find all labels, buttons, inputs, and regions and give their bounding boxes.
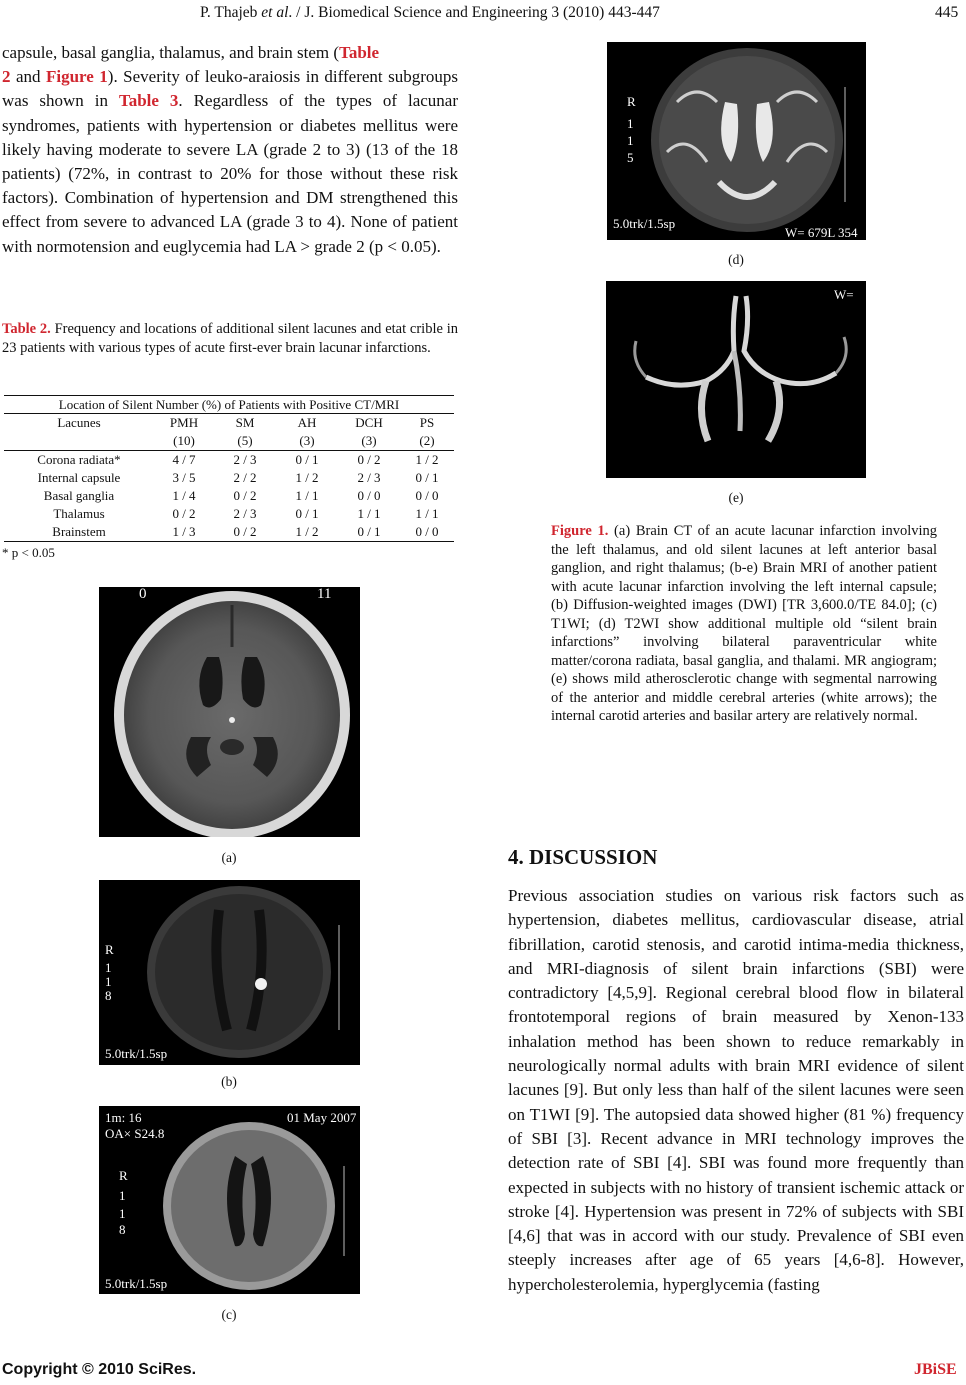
- column-header: SM: [235, 415, 255, 430]
- copyright-notice: Copyright © 2010 SciRes.: [2, 1361, 197, 1378]
- panel-a-label-right: 11: [317, 587, 332, 602]
- table-cell: [4, 432, 154, 451]
- panel-b-side-n3: 8: [105, 988, 112, 1003]
- table2-counts-row: [4, 432, 454, 451]
- table-cell: (10): [173, 433, 195, 448]
- table-cell: 0 / 1: [295, 452, 319, 467]
- panel-d-window-level: W= 679L 354: [785, 225, 858, 240]
- table-cell: (3): [361, 433, 377, 448]
- table-cell: Corona radiata*: [37, 452, 121, 467]
- table-cell: 4 / 7: [172, 452, 196, 467]
- table-row: [4, 523, 454, 542]
- panel-d-side-n1: 1: [627, 116, 634, 131]
- table2-reference[interactable]: Table: [339, 43, 380, 62]
- panel-a-caption: (a): [221, 850, 237, 865]
- running-title: P. Thajeb et al. / J. Biomedical Science and Engineering 3 (2010) 443-447: [200, 4, 660, 21]
- dwi-brain-image: [99, 880, 360, 1065]
- table-cell: 2 / 3: [357, 470, 381, 485]
- panel-b-side-r: R: [105, 942, 114, 957]
- figure1-reference[interactable]: Figure 1: [45, 67, 108, 87]
- section-title-discussion: 4. DISCUSSION: [508, 845, 658, 869]
- panel-a-label-left: 0: [139, 587, 147, 602]
- panel-c-side-n2: 1: [119, 1206, 126, 1221]
- panel-b-side-n2: 1: [105, 974, 112, 989]
- table-cell: 2 / 3: [233, 452, 257, 467]
- table-cell: 0 / 2: [233, 488, 257, 503]
- figure-panel-c-t1wi: [99, 1106, 360, 1294]
- panel-b-caption: (b): [221, 1074, 237, 1089]
- table-cell: (2): [419, 433, 435, 448]
- column-header: AH: [297, 415, 317, 430]
- discussion-paragraph: Previous association studies on various risk factors such as hypertension, diabetes mellitus, cardiovascular disease, atrial fibrillation, carotid stenosis, and carotid intima-media thickness, and MRI-diagnosis of silent brain infarctions (SBI) were contradictory [4,5,9]. Regional cerebral blood flow in bilateral frontotemporal regions of brain measured by Xenon-133 inhalation method has been shown to reduce remarkably in neurologically normal adults with brain MRI evidence of silent lacunes [9]. But only less than half of the silent lacunes were seen on T1WI [9]. The autopsied data showed higher (81 %) frequency of SBI [3]. Recent advance in MRI technology improves the detection rate of SBI [4]. SBI was found more frequently than expected in subjects with no history of transient ischemic attack or stroke [4]. Hypertension was present in 72% of subjects with SBI [4,6] that was in accord with our study. Prevalence of SBI even steeply increases after age of 65 years [4,6-8]. However, hypercholesterolemia, hyperglycemia (fasting: [508, 886, 964, 1294]
- column-header: DCH: [355, 415, 383, 430]
- table-cell: 1 / 2: [295, 470, 319, 485]
- table-cell: 0 / 2: [172, 506, 196, 521]
- column-header: PMH: [169, 415, 199, 430]
- panel-d-side-r: R: [627, 94, 636, 109]
- figure-panel-e-mra: [606, 281, 866, 478]
- mra-vessel-image: [606, 281, 866, 478]
- table-cell: 1 / 1: [415, 506, 439, 521]
- table-row: [4, 487, 454, 505]
- table-cell: Brainstem: [52, 524, 106, 539]
- table2: [4, 395, 454, 542]
- table-cell: Basal ganglia: [43, 488, 115, 503]
- panel-d-bottom-label: 5.0trk/1.5sp: [613, 216, 676, 231]
- figure1-caption: Figure 1. (a) Brain CT of an acute lacunar infarction involving the left thalamus, and old silent lacunes at left anterior basal ganglion, and right thalamus; (b-e) Brain MRI of another patient with acute lacunar infarction involving the left internal capsule; (b) Diffusion-weighted images (DWI) [TR 3,600.0/TE 84.0]; (c) T1WI; (d) T2WI show additional multiple old “silent brain infarctions” involving bilateral paraventricular white matter/corona radiata, basal ganglia, and thalami. MR angiogram; (e) shows mild atherosclerotic change with segmental narrowing of the anterior and middle cerebral arteries (white arrows); the internal carotid arteries and basilar artery are relatively normal.: [551, 523, 938, 724]
- table-cell: 1 / 1: [295, 488, 319, 503]
- figure-panel-b-dwi: [99, 880, 360, 1065]
- table-cell: 0 / 1: [295, 506, 319, 521]
- table-cell: Internal capsule: [37, 470, 121, 485]
- ct-brain-image: [99, 587, 360, 837]
- table-row: [4, 505, 454, 523]
- column-header: PS: [419, 415, 435, 430]
- journal-abbreviation: JBiSE: [914, 1361, 957, 1378]
- table-cell: 0 / 0: [415, 488, 439, 503]
- table2-label: Table 2.: [2, 321, 51, 337]
- panel-c-top-left-2: OA× S24.8: [105, 1126, 165, 1141]
- panel-c-side-r: R: [119, 1168, 128, 1183]
- table-row: [4, 469, 454, 487]
- table-cell: (5): [237, 433, 253, 448]
- table-cell: 1 / 3: [172, 524, 196, 539]
- table-cell: Thalamus: [53, 506, 105, 521]
- panel-d-side-n2: 1: [627, 133, 634, 148]
- table2-caption: Table 2. Frequency and locations of additional silent lacunes and etat crible in 23 patients with various types of acute first-ever brain lacunar infarctions.: [2, 321, 458, 356]
- panel-d-side-n3: 5: [627, 150, 634, 165]
- panel-c-top-left-1: 1m: 16: [105, 1110, 142, 1125]
- table-cell: (3): [299, 433, 315, 448]
- figure-panel-a-ct: [99, 587, 360, 837]
- panel-c-bottom-label: 5.0trk/1.5sp: [105, 1276, 168, 1291]
- panel-c-caption: (c): [221, 1307, 237, 1322]
- table2-grid: [4, 414, 454, 542]
- panel-b-side-n1: 1: [105, 960, 112, 975]
- table-cell: 0 / 0: [415, 524, 439, 539]
- table2-reference-number[interactable]: 2: [2, 67, 11, 87]
- panel-e-caption: (e): [728, 490, 744, 505]
- table2-header-top: Location of Silent Number (%) of Patients with Positive CT/MRI: [4, 395, 454, 414]
- table-cell: 0 / 0: [357, 488, 381, 503]
- table-cell: 1 / 2: [415, 452, 439, 467]
- column-header: Lacunes: [57, 415, 101, 430]
- table-cell: 0 / 1: [357, 524, 381, 539]
- table-cell: 0 / 2: [357, 452, 381, 467]
- table2-column-headers: [4, 414, 454, 432]
- figure-panel-d-t2wi: [607, 42, 866, 240]
- results-paragraph: capsule, basal ganglia, thalamus, and brain stem (Table 2 and Figure 1). Severity of leuko-araiosis in different subgroups was shown in Table 3. Regardless of the types of lacunar syndromes, patients with hypertension or diabetes mellitus were likely having moderate to severe LA (grade 2 to 3) (13 of the 18 patients) (72%, in contrast to 20% for those without these risk factors). Combination of hypertension and DM strengthened this effect from severe to advanced LA (grade 3 to 4). None of patient with normotension and euglycemia had LA > grade 2 (p < 0.05).: [2, 43, 458, 256]
- t2wi-brain-image: [607, 42, 866, 240]
- figure1-label: Figure 1.: [551, 523, 609, 539]
- table-cell: 0 / 1: [415, 470, 439, 485]
- table-cell: 1 / 2: [295, 524, 319, 539]
- panel-b-bottom-label: 5.0trk/1.5sp: [105, 1046, 168, 1061]
- table-row: [4, 451, 454, 470]
- panel-d-caption: (d): [728, 252, 744, 267]
- panel-c-top-right: 01 May 2007: [287, 1110, 357, 1125]
- table-cell: 2 / 3: [233, 506, 257, 521]
- table-cell: 1 / 1: [357, 506, 381, 521]
- panel-c-side-n1: 1: [119, 1188, 126, 1203]
- page-number: 445: [935, 4, 959, 21]
- panel-c-side-n3: 8: [119, 1222, 126, 1237]
- table3-reference[interactable]: Table 3: [118, 91, 179, 111]
- table2-footnote: * p < 0.05: [2, 545, 55, 560]
- table-cell: 1 / 4: [172, 488, 196, 503]
- table-cell: 3 / 5: [172, 470, 196, 485]
- table-cell: 2 / 2: [233, 470, 257, 485]
- panel-e-top-right: W=: [834, 287, 854, 302]
- table-cell: 0 / 2: [233, 524, 257, 539]
